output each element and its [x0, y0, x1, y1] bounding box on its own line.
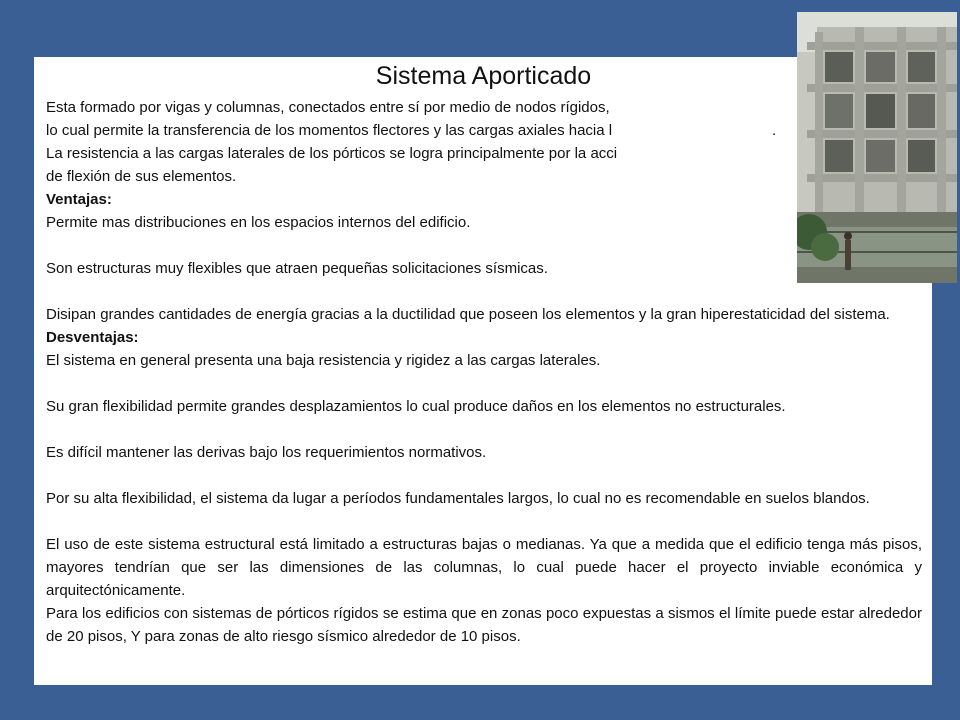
- desventaja-item: Es difícil mantener las derivas bajo los requerimientos normativos.: [46, 444, 487, 461]
- ventaja-item: Disipan grandes cantidades de energía gracias a la ductilidad que poseen los elementos y la gran hiperestaticidad del sistema.: [46, 306, 890, 323]
- ventajas-heading: Ventajas:: [46, 191, 112, 208]
- desventaja-item: Su gran flexibilidad permite grandes desplazamientos lo cual produce daños en los elementos no estructurales.: [46, 398, 786, 415]
- desventaja-item: Por su alta flexibilidad, el sistema da lugar a períodos fundamentales largos, lo cual no es recomendable en suelos blandos.: [46, 490, 870, 507]
- slide-body: [46, 96, 922, 648]
- intro-line: Esta formado por vigas y columnas, conectados entre sí por medio de nodos rígidos,: [46, 99, 610, 116]
- slide-title: Sistema Aporticado: [375, 62, 592, 90]
- desventaja-item: Para los edificios con sistemas de pórticos rígidos se estima que en zonas poco expuestas a sismos el límite puede estar alrededor de 20 pisos, Y para zonas de alto riesgo sísmico alrededor de 10 pisos.: [46, 605, 922, 645]
- intro-line: de flexión de sus elementos.: [46, 168, 237, 185]
- building-frame-photo: [797, 12, 957, 283]
- intro-line-end: .: [772, 122, 777, 139]
- intro-line: La resistencia a las cargas laterales de los pórticos se logra principalmente por la acci: [46, 145, 618, 162]
- ventaja-item: Permite mas distribuciones en los espacios internos del edificio.: [46, 214, 471, 231]
- building-frame-illustration: [797, 12, 957, 283]
- desventaja-item: El sistema en general presenta una baja resistencia y rigidez a las cargas laterales.: [46, 352, 601, 369]
- ventaja-item: Son estructuras muy flexibles que atraen pequeñas solicitaciones sísmicas.: [46, 260, 548, 277]
- desventaja-item: El uso de este sistema estructural está limitado a estructuras bajas o medianas. Ya que a medida que el edificio tenga más pisos, mayores tendrían que ser las dimensiones de las columnas, lo cual puede hacer el proyecto inviable económica y arquitectónicamente.: [46, 536, 922, 599]
- desventajas-heading: Desventajas:: [46, 329, 139, 346]
- intro-line: [46, 119, 922, 142]
- intro-line-text: lo cual permite la transferencia de los momentos flectores y las cargas axiales hacia l: [46, 122, 613, 139]
